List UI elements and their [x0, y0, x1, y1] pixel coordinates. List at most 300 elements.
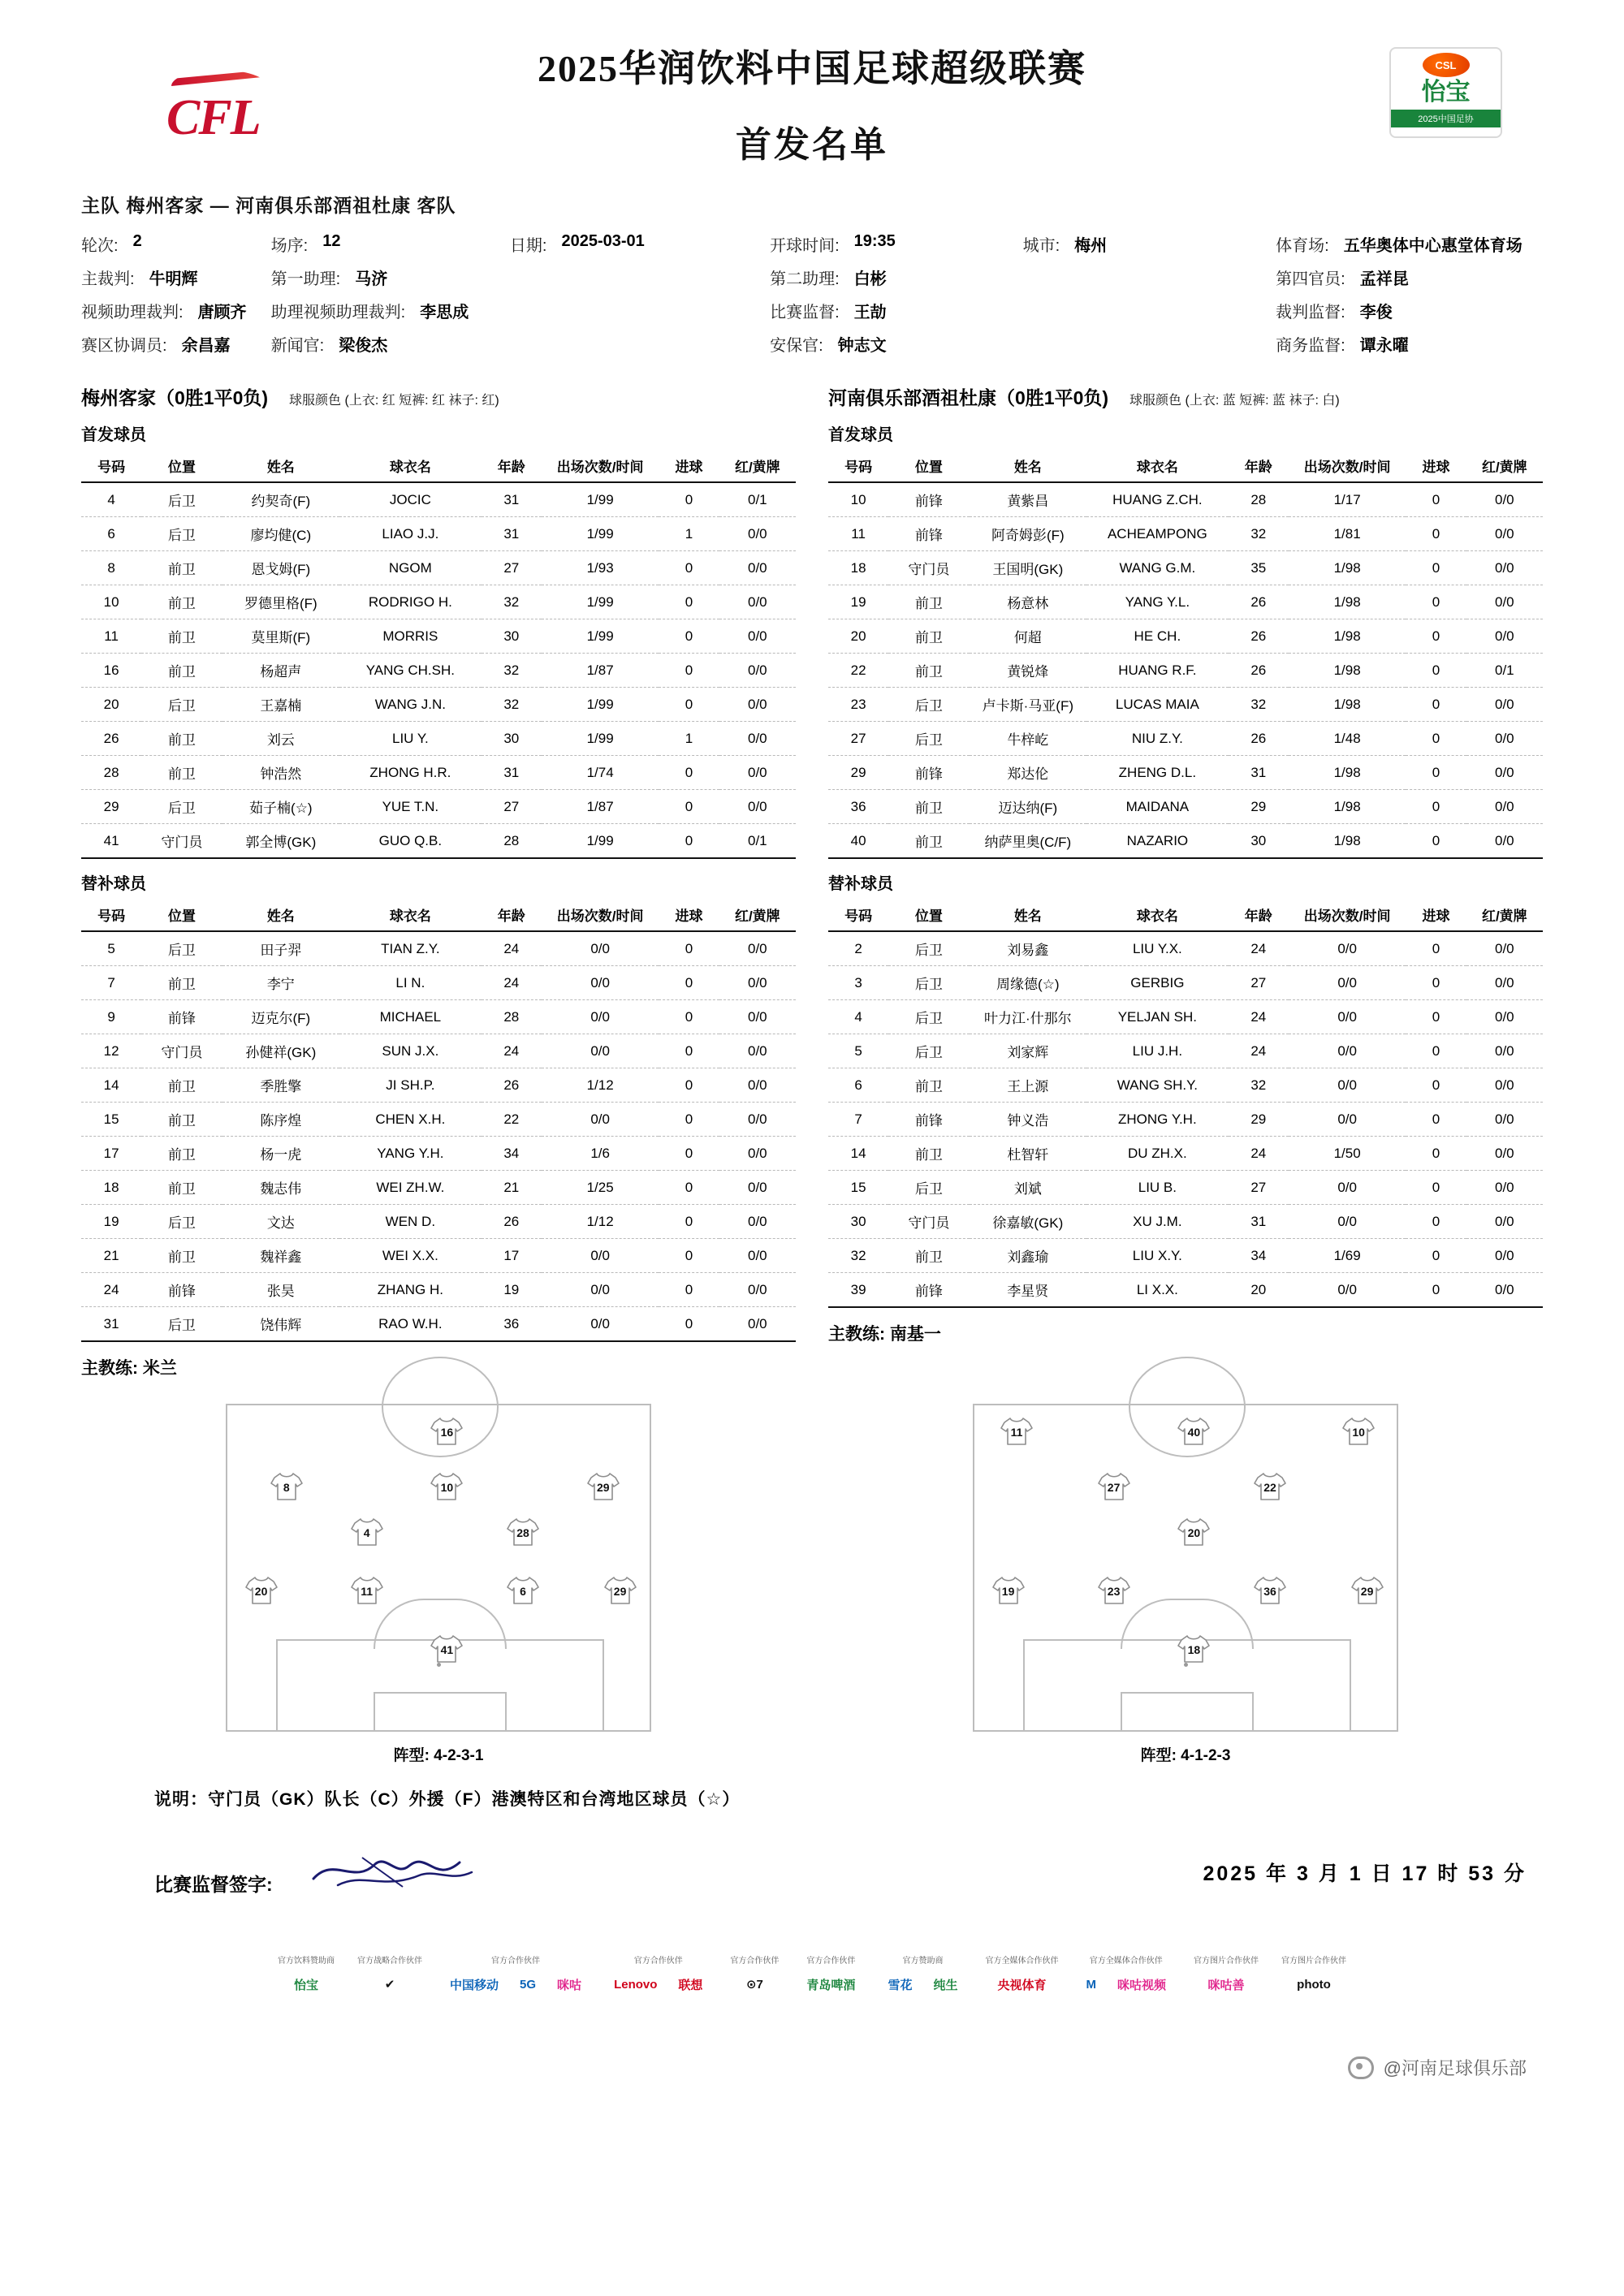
meta-ar2	[770, 265, 1023, 289]
referee-label: 主裁判:	[81, 270, 135, 288]
cell-number: 7	[828, 1103, 888, 1137]
cell-goals: 0	[1406, 551, 1466, 585]
home-subs-title: 替补球员	[81, 875, 146, 893]
table-row	[828, 1000, 1543, 1034]
pitch-shirt-icon	[506, 1574, 540, 1607]
cell-cards: 0/0	[719, 1068, 796, 1103]
cell-apps: 1/98	[1289, 790, 1406, 824]
cell-apps: 1/93	[542, 551, 659, 585]
th-apps: 出场次数/时间	[1289, 450, 1406, 482]
cell-name: 陈序煌	[222, 1103, 339, 1137]
cell-apps: 0/0	[1289, 1273, 1406, 1308]
coordinator-value: 余昌嘉	[181, 337, 231, 355]
cell-position: 后卫	[888, 1171, 969, 1205]
table-row	[828, 1137, 1543, 1171]
sponsor-logo-item: ✔	[384, 1978, 395, 1992]
cell-age: 24	[482, 966, 542, 1000]
cell-cards: 0/1	[719, 482, 796, 517]
table-row	[81, 1000, 796, 1034]
cell-apps: 0/0	[542, 931, 659, 966]
cell-shirtname: DU ZH.X.	[1086, 1137, 1229, 1171]
sponsor-caption: 官方合作伙伴	[730, 1957, 780, 1966]
cell-age: 24	[1229, 1137, 1289, 1171]
cell-age: 31	[1229, 756, 1289, 790]
sponsor-logos	[289, 1970, 323, 1998]
meta-round	[81, 232, 271, 256]
cell-goals: 0	[659, 688, 719, 722]
meta-spacer-a	[510, 265, 770, 289]
th-cards: 红/黄牌	[719, 450, 796, 482]
cell-number: 18	[828, 551, 888, 585]
sponsor-group	[883, 1953, 962, 1998]
cell-age: 30	[482, 722, 542, 756]
th-number: 号码	[828, 899, 888, 931]
cell-goals: 0	[1406, 931, 1466, 966]
sponsor-caption: 官方合作伙伴	[491, 1957, 541, 1966]
cell-apps: 1/99	[542, 824, 659, 859]
table-row	[828, 585, 1543, 619]
cell-position: 前锋	[888, 1273, 969, 1308]
cell-apps: 1/6	[542, 1137, 659, 1171]
cell-cards: 0/0	[1466, 1273, 1543, 1308]
meta-press	[271, 332, 510, 356]
cell-age: 32	[482, 585, 542, 619]
table-row	[81, 756, 796, 790]
sponsor-group	[985, 1953, 1058, 1998]
cell-number: 28	[81, 756, 141, 790]
pitch-shirt-number: 11	[361, 1585, 373, 1598]
away-team-kit: 球服颜色 (上衣: 蓝 短裤: 蓝 袜子: 白)	[1129, 394, 1340, 408]
cell-shirtname: LI N.	[339, 966, 482, 1000]
table-row	[81, 585, 796, 619]
sponsor-logos	[883, 1970, 962, 1998]
table-row	[81, 688, 796, 722]
cell-age: 36	[482, 1307, 542, 1342]
cell-shirtname: RAO W.H.	[339, 1307, 482, 1342]
cell-name: 茹子楠(☆)	[222, 790, 339, 824]
cell-shirtname: LIU Y.X.	[1086, 931, 1229, 966]
away-starters-title: 首发球员	[828, 426, 893, 444]
cell-age: 24	[1229, 1034, 1289, 1068]
ar2-label: 第二助理:	[770, 270, 840, 288]
cell-number: 12	[81, 1034, 141, 1068]
sponsor-group	[730, 1953, 779, 1998]
date-value: 2025-03-01	[561, 232, 645, 250]
pitch-shirt-icon	[1341, 1415, 1376, 1448]
security-label: 安保官:	[770, 337, 823, 355]
sponsor-logo	[1389, 47, 1502, 138]
cell-cards: 0/0	[719, 619, 796, 654]
home-formation-block	[81, 1404, 796, 1765]
away-coach-label: 主教练:	[828, 1325, 885, 1344]
cell-age: 34	[482, 1137, 542, 1171]
th-shirtname: 球衣名	[339, 450, 482, 482]
sponsor-caption: 官方饮料赞助商	[278, 1957, 335, 1966]
cell-position: 前锋	[141, 1273, 222, 1307]
legend-note: 说明：守门员（GK）队长（C）外援（F）港澳特区和台湾地区球员（☆）	[154, 1790, 741, 1809]
cell-name: 何超	[970, 619, 1086, 654]
th-age: 年龄	[1229, 899, 1289, 931]
cell-shirtname: HUANG Z.CH.	[1086, 482, 1229, 517]
cell-name: 廖均健(C)	[222, 517, 339, 551]
cell-shirtname: ACHEAMPONG	[1086, 517, 1229, 551]
cell-age: 28	[1229, 482, 1289, 517]
sponsor-logo-item: 怡宝	[294, 1978, 319, 1992]
th-position: 位置	[888, 450, 969, 482]
table-row	[828, 966, 1543, 1000]
cell-position: 前卫	[141, 654, 222, 688]
cell-name: 钟浩然	[222, 756, 339, 790]
th-goals: 进球	[1406, 899, 1466, 931]
cell-goals: 0	[659, 1205, 719, 1239]
table-row	[828, 790, 1543, 824]
sponsor-caption: 官方合作伙伴	[633, 1957, 683, 1966]
cell-age: 24	[1229, 1000, 1289, 1034]
table-row	[828, 824, 1543, 859]
sponsor-name: 怡宝	[1421, 79, 1471, 106]
cell-apps: 1/12	[542, 1205, 659, 1239]
cell-cards: 0/0	[1466, 1171, 1543, 1205]
cell-position: 前卫	[888, 790, 969, 824]
cell-name: 牛梓屹	[970, 722, 1086, 756]
cell-goals: 0	[659, 756, 719, 790]
cell-number: 10	[81, 585, 141, 619]
cell-apps: 0/0	[1289, 966, 1406, 1000]
pitch-shirt-number: 29	[1360, 1585, 1374, 1598]
cell-name: 叶力江·什那尔	[970, 1000, 1086, 1034]
cell-position: 后卫	[888, 722, 969, 756]
cell-goals: 0	[1406, 966, 1466, 1000]
meta-row-3	[81, 299, 1543, 322]
cell-shirtname: WEI X.X.	[339, 1239, 482, 1273]
footer	[0, 1998, 1624, 2113]
kickoff-value: 19:35	[853, 232, 896, 250]
th-number: 号码	[828, 450, 888, 482]
sponsor-bar-text: 2025中国足协	[1391, 110, 1501, 127]
away-coach-name: 南基一	[889, 1325, 941, 1344]
cell-position: 守门员	[888, 1205, 969, 1239]
away-team-name: 河南俱乐部酒祖杜康（0胜1平0负)	[828, 387, 1109, 408]
cell-goals: 0	[659, 1034, 719, 1068]
pitch-shirt-number: 10	[440, 1481, 454, 1494]
away-team-head	[828, 383, 1543, 410]
cell-cards: 0/0	[719, 1239, 796, 1273]
round-value: 2	[132, 232, 142, 250]
city-value: 梅州	[1074, 237, 1108, 255]
avar-value: 李思成	[420, 304, 469, 322]
th-position: 位置	[141, 450, 222, 482]
cell-apps: 0/0	[542, 1000, 659, 1034]
th-shirtname: 球衣名	[339, 899, 482, 931]
cell-name: 黄紫昌	[970, 482, 1086, 517]
cell-age: 31	[482, 756, 542, 790]
cell-name: 季胜擎	[222, 1068, 339, 1103]
cell-apps: 1/12	[542, 1068, 659, 1103]
meta-spacer-d	[1023, 299, 1276, 322]
table-row	[828, 1239, 1543, 1273]
sponsor-logos	[992, 1970, 1051, 1998]
sponsor-logo-item: 中国移动	[450, 1978, 499, 1992]
cell-name: 刘鑫瑜	[970, 1239, 1086, 1273]
cell-age: 26	[1229, 722, 1289, 756]
cell-age: 32	[482, 688, 542, 722]
sponsor-logos	[609, 1970, 707, 1998]
cell-position: 前卫	[141, 619, 222, 654]
cell-age: 26	[1229, 654, 1289, 688]
pitch-shirt-number: 23	[1107, 1585, 1121, 1598]
cell-apps: 1/81	[1289, 517, 1406, 551]
cell-goals: 0	[659, 1239, 719, 1273]
cell-goals: 1	[659, 517, 719, 551]
cell-age: 27	[1229, 1171, 1289, 1205]
signature-date: 2025 年 3 月 1 日 17 时 53 分	[1203, 1862, 1527, 1885]
cell-apps: 1/98	[1289, 585, 1406, 619]
cell-cards: 0/0	[719, 1137, 796, 1171]
sponsor-logo-item: Lenovo	[614, 1977, 658, 1992]
pitch-shirt-icon	[1253, 1470, 1287, 1503]
table-row	[828, 551, 1543, 585]
cell-shirtname: ZHANG H.	[339, 1273, 482, 1307]
cell-apps: 0/0	[542, 1103, 659, 1137]
cell-cards: 0/0	[1466, 1000, 1543, 1034]
cell-shirtname: WEN D.	[339, 1205, 482, 1239]
meta-security	[770, 332, 1023, 356]
cell-goals: 0	[659, 619, 719, 654]
sponsor-caption: 官方赞助商	[902, 1957, 944, 1966]
cell-number: 17	[81, 1137, 141, 1171]
cell-goals: 0	[1406, 1103, 1466, 1137]
table-row	[81, 1307, 796, 1342]
meta-date	[510, 232, 770, 256]
away-coach	[828, 1321, 1543, 1345]
cell-position: 后卫	[141, 790, 222, 824]
cell-cards: 0/0	[719, 1000, 796, 1034]
home-subs-table	[81, 899, 796, 1342]
table-row	[828, 1273, 1543, 1308]
cell-number: 27	[828, 722, 888, 756]
sponsor-caption: 官方战略合作伙伴	[357, 1957, 423, 1966]
cell-cards: 0/0	[719, 1273, 796, 1307]
teams-section	[0, 365, 1624, 1379]
cell-name: 莫里斯(F)	[222, 619, 339, 654]
pitch-shirt-icon	[1253, 1574, 1287, 1607]
cell-number: 31	[81, 1307, 141, 1342]
table-row	[828, 1205, 1543, 1239]
meta-spacer-e	[510, 332, 770, 356]
table-row	[81, 619, 796, 654]
commercial-value: 谭永曜	[1359, 337, 1409, 355]
cell-goals: 0	[659, 1068, 719, 1103]
th-name: 姓名	[970, 450, 1086, 482]
press-label: 新闻官:	[270, 337, 325, 355]
table-row	[81, 931, 796, 966]
home-starters-title: 首发球员	[81, 426, 146, 444]
meta-fourth	[1276, 265, 1543, 289]
cell-goals: 0	[659, 1000, 719, 1034]
cell-cards: 0/0	[719, 756, 796, 790]
cell-shirtname: YANG Y.H.	[339, 1137, 482, 1171]
cell-age: 21	[482, 1171, 542, 1205]
cell-name: 阿奇姆彭(F)	[970, 517, 1086, 551]
page-title: 2025华润饮料中国足球超级联赛	[538, 48, 1086, 89]
away-subs-table	[828, 899, 1543, 1308]
cell-age: 26	[1229, 585, 1289, 619]
cell-position: 后卫	[888, 931, 969, 966]
cell-number: 14	[828, 1137, 888, 1171]
sponsor-logo-item: 央视体育	[997, 1978, 1047, 1992]
cell-age: 26	[482, 1068, 542, 1103]
th-number: 号码	[81, 899, 141, 931]
th-age: 年龄	[1229, 450, 1289, 482]
cell-age: 24	[482, 1034, 542, 1068]
goal-area	[374, 1692, 507, 1730]
cell-age: 28	[482, 1000, 542, 1034]
cell-name: 王嘉楠	[222, 688, 339, 722]
th-shirtname: 球衣名	[1086, 899, 1229, 931]
cell-name: 王上源	[970, 1068, 1086, 1103]
cell-goals: 0	[1406, 1068, 1466, 1103]
sponsor-logo-item: 咪咕	[557, 1978, 582, 1992]
sponsor-group	[1194, 1953, 1259, 1998]
pitch-shirt-icon	[1177, 1516, 1211, 1548]
cell-apps: 0/0	[542, 1307, 659, 1342]
cell-goals: 0	[1406, 1205, 1466, 1239]
away-formation	[1141, 1743, 1231, 1765]
away-formation-value: 4-1-2-3	[1181, 1747, 1231, 1764]
meta-row-1	[81, 232, 1543, 256]
cell-number: 20	[828, 619, 888, 654]
pitch-shirt-number: 10	[1352, 1426, 1365, 1439]
pitch-shirt-icon	[350, 1574, 384, 1607]
cell-position: 前卫	[888, 619, 969, 654]
cell-number: 18	[81, 1171, 141, 1205]
cell-cards: 0/0	[719, 1034, 796, 1068]
sponsor-logos	[1081, 1970, 1171, 1998]
meta-referee	[81, 265, 271, 289]
cell-name: 刘家辉	[970, 1034, 1086, 1068]
cell-apps: 1/87	[542, 790, 659, 824]
pitch-shirt-icon	[1097, 1574, 1131, 1607]
table-row	[828, 722, 1543, 756]
cell-shirtname: HUANG R.F.	[1086, 654, 1229, 688]
th-goals: 进球	[1406, 450, 1466, 482]
cell-name: 刘易鑫	[970, 931, 1086, 966]
cell-shirtname: XU J.M.	[1086, 1205, 1229, 1239]
table-row	[81, 966, 796, 1000]
cell-name: 王国明(GK)	[970, 551, 1086, 585]
cell-apps: 1/98	[1289, 756, 1406, 790]
cell-number: 24	[81, 1273, 141, 1307]
away-formation-label: 阵型:	[1140, 1747, 1177, 1764]
cell-goals: 0	[659, 1137, 719, 1171]
pitch-shirt-number: 29	[613, 1585, 627, 1598]
cell-apps: 1/50	[1289, 1137, 1406, 1171]
th-position: 位置	[141, 899, 222, 931]
cell-name: 约契奇(F)	[222, 482, 339, 517]
cell-position: 前锋	[888, 482, 969, 517]
table-row	[81, 1103, 796, 1137]
cell-shirtname: LIU Y.	[339, 722, 482, 756]
fourth-value: 孟祥昆	[1359, 270, 1409, 288]
cell-number: 6	[81, 517, 141, 551]
meta-commercial	[1276, 332, 1543, 356]
cell-goals: 0	[659, 654, 719, 688]
meta-avar	[271, 299, 510, 322]
th-age: 年龄	[482, 899, 542, 931]
away-subs-title: 替补球员	[828, 875, 893, 893]
cell-goals: 0	[659, 551, 719, 585]
pitch-shirt-icon	[506, 1516, 540, 1548]
cell-shirtname: HE CH.	[1086, 619, 1229, 654]
cell-apps: 0/0	[542, 1273, 659, 1307]
meta-order	[271, 232, 510, 256]
table-row	[81, 654, 796, 688]
th-apps: 出场次数/时间	[542, 899, 659, 931]
goal-area	[1121, 1692, 1254, 1730]
cell-cards: 0/0	[719, 517, 796, 551]
pitch-shirt-number: 11	[1010, 1426, 1023, 1439]
th-position: 位置	[888, 899, 969, 931]
cell-position: 前卫	[888, 824, 969, 859]
cell-cards: 0/0	[719, 722, 796, 756]
cell-shirtname: NIU Z.Y.	[1086, 722, 1229, 756]
table-row	[81, 517, 796, 551]
cell-name: 孙健祥(GK)	[222, 1034, 339, 1068]
cell-position: 前锋	[141, 1000, 222, 1034]
sponsor-caption: 官方图片合作伙伴	[1281, 1957, 1346, 1966]
signature-left	[154, 1848, 492, 1897]
cell-shirtname: LIAO J.J.	[339, 517, 482, 551]
cell-name: 张昊	[222, 1273, 339, 1307]
cell-goals: 0	[1406, 585, 1466, 619]
sponsor-logo-item: 咪咕视频	[1116, 1978, 1166, 1992]
cell-age: 32	[1229, 688, 1289, 722]
cell-apps: 1/98	[1289, 688, 1406, 722]
cell-number: 11	[81, 619, 141, 654]
table-row	[828, 756, 1543, 790]
cell-position: 前卫	[141, 551, 222, 585]
sponsor-group	[278, 1953, 335, 1998]
cell-cards: 0/0	[1466, 790, 1543, 824]
kickoff-label: 开球时间:	[770, 237, 840, 255]
ref-sup-label: 裁判监督:	[1276, 304, 1345, 322]
cell-goals: 0	[1406, 517, 1466, 551]
cell-age: 34	[1229, 1239, 1289, 1273]
cell-age: 26	[482, 1205, 542, 1239]
table-row	[828, 1171, 1543, 1205]
cell-apps: 1/48	[1289, 722, 1406, 756]
watermark-text: @河南足球俱乐部	[1383, 2058, 1527, 2078]
pitch-shirt-number: 20	[254, 1585, 268, 1598]
cell-cards: 0/0	[1466, 1239, 1543, 1273]
cell-age: 24	[482, 931, 542, 966]
pitch-shirt-number: 29	[597, 1481, 610, 1494]
cell-position: 后卫	[141, 1205, 222, 1239]
away-starters-table	[828, 450, 1543, 859]
table-row	[81, 1239, 796, 1273]
pitch-shirt-icon	[1177, 1633, 1211, 1665]
cell-age: 35	[1229, 551, 1289, 585]
cell-name: 徐嘉敏(GK)	[970, 1205, 1086, 1239]
cell-name: 李星贤	[970, 1273, 1086, 1308]
stadium-value: 五华奥体中心惠堂体育场	[1343, 237, 1522, 255]
cell-goals: 0	[1406, 722, 1466, 756]
order-value: 12	[322, 232, 341, 250]
home-pitch	[226, 1404, 651, 1732]
match-meta	[0, 191, 1624, 356]
fourth-label: 第四官员:	[1276, 270, 1345, 288]
page-subtitle: 首发名单	[736, 125, 888, 165]
